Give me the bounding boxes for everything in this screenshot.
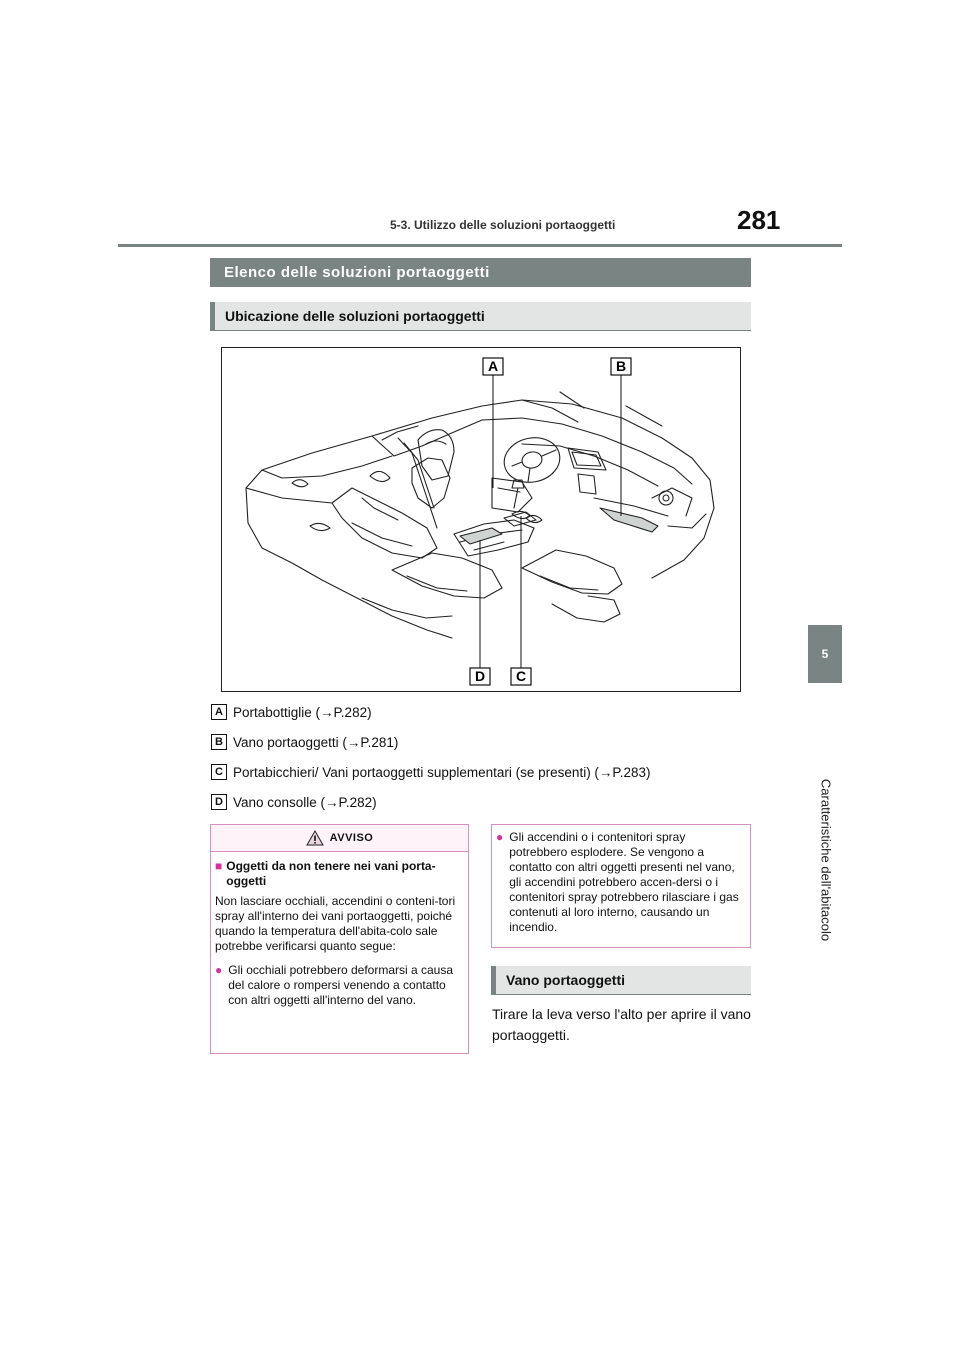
warning-triangle-icon (306, 830, 324, 846)
legend-label-d[interactable]: Vano consolle (→P.282) (233, 794, 377, 810)
warning-bullet-row-2 (492, 825, 750, 935)
warning-box-continued (491, 824, 751, 948)
subsection-title: Ubicazione delle soluzioni portaoggetti (210, 302, 751, 331)
legend-label-a[interactable]: Portabottiglie (→P.282) (233, 704, 372, 720)
warning-heading: Oggetti da non tenere nei vani porta-oggetti (226, 859, 436, 888)
legend-key-b: B (211, 734, 227, 750)
warning-heading-row (211, 852, 468, 889)
warning-title: AVVISO (329, 832, 374, 844)
chapter-tab[interactable]: 5 (808, 625, 842, 683)
warning-bullet-1: Gli occhiali potrebbero deformarsi a causa del calore o rompersi venendo a contatto con altri oggetti all'interno del vano. (228, 963, 454, 1007)
warning-bullet-2: Gli accendini o i contenitori spray potrebbero esplodere. Se vengono a contatto con altri oggetti presenti nel vano, gli accendini potrebbero accen-dersi o i contenitori spray potrebbero rilasciare i gas contenuti al loro interno, causando un incendio. (509, 830, 739, 934)
svg-text:A: A (487, 358, 499, 374)
callout-d (470, 540, 490, 685)
svg-text:C: C (515, 668, 527, 684)
warning-box (210, 824, 469, 1054)
legend-label-b[interactable]: Vano portaoggetti (→P.281) (233, 734, 399, 750)
legend-item-a (211, 702, 372, 722)
legend-item-d (211, 792, 377, 812)
glovebox-text: Tirare la leva verso l'alto per aprire il vano portaoggetti. (492, 1006, 751, 1043)
warning-header (211, 825, 468, 852)
warning-text: Non lasciare occhiali, accendini o conteni-tori spray all'interno dei vani portaoggetti, poiché quando la temperatura dell'abita-colo sale potrebbe verificarsi quanto segue: (215, 894, 456, 953)
square-bullet-icon: ■ (215, 859, 223, 873)
page-number: 281 (737, 205, 781, 235)
legend-key-d: D (211, 794, 227, 810)
svg-text:D: D (474, 668, 486, 684)
svg-text:B: B (615, 358, 627, 374)
warning-bullet-row (211, 954, 468, 1008)
legend-key-c: C (211, 764, 227, 780)
header-section-title: 5-3. Utilizzo delle soluzioni portaoggetti (390, 218, 616, 232)
chapter-label: Caratteristiche dell'abitacolo (818, 778, 834, 942)
legend-label-c[interactable]: Portabicchieri/ Vani portaoggetti supplementari (se presenti) (→P.283) (233, 764, 651, 780)
header-divider (118, 244, 842, 247)
legend-key-a: A (211, 704, 227, 720)
interior-illustration (221, 347, 741, 692)
legend-item-b (211, 732, 398, 752)
glovebox-title: Vano portaoggetti (491, 966, 751, 995)
round-bullet-icon: ● (496, 830, 504, 844)
callout-a (483, 358, 503, 488)
legend-item-c (211, 762, 650, 782)
section-title: Elenco delle soluzioni portaoggetti (210, 258, 751, 287)
round-bullet-icon: ● (215, 963, 223, 977)
callout-b (611, 358, 631, 516)
car-interior-drawing (222, 348, 739, 690)
